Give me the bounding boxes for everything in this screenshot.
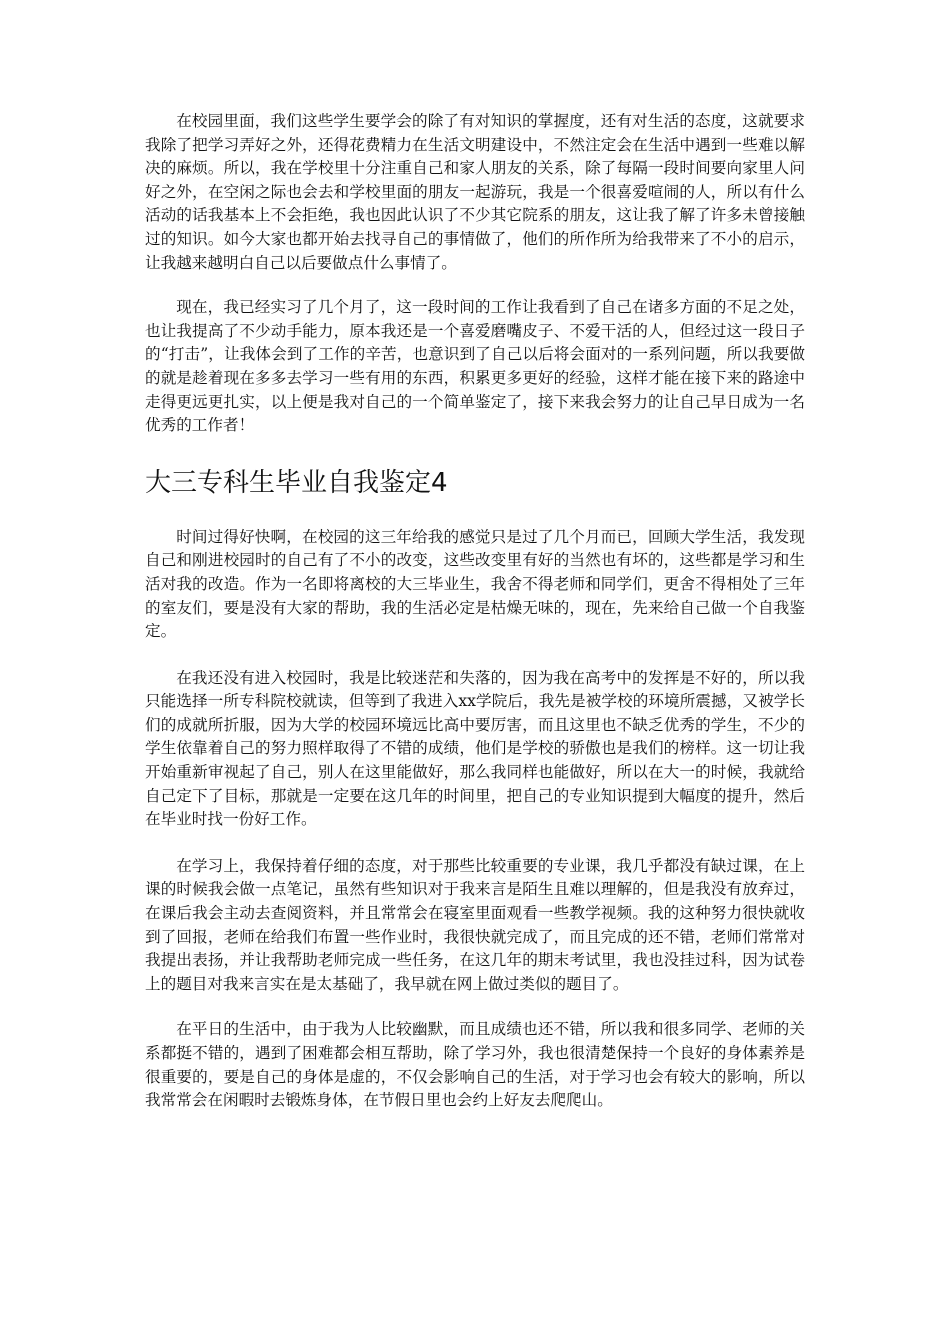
section-heading: 大三专科生毕业自我鉴定4 xyxy=(145,467,448,498)
paragraph-daily-life: 在平日的生活中，由于我为人比较幽默，而且成绩也还不错，所以我和很多同学、老师的关系都挺不错的，遇到了困难都会相互帮助，除了学习外，我也很清楚保持一个良好的身体素养是很重要的，要是自己的身体是虚的，不仅会影响自己的生活，对于学习也会有较大的影响，所以我常常会在闲暇时去锻炼身体，在节假日里也会约上好友去爬爬山。 xyxy=(145,1020,805,1110)
paragraph-campus-life: 在校园里面，我们这些学生要学会的除了有对知识的掌握度，还有对生活的态度，这就要求我除了把学习弄好之外，还得花费精力在生活文明建设中，不然注定会在生活中遇到一些难以解决的麻烦。所以，我在学校里十分注重自己和家人朋友的关系，除了每隔一段时间要向家里人问好之外，在空闲之际也会去和学校里面的朋友一起游玩，我是一个很喜爱喧闹的人，所以有什么活动的话我基本上不会拒绝，我也因此认识了不少其它院系的朋友，这让我了解了许多未曾接触过的知识。如今大家也都开始去找寻自己的事情做了，他们的所作所为给我带来了不小的启示，让我越来越明白自己以后要做点什么事情了。 xyxy=(145,112,805,272)
paragraph-internship: 现在，我已经实习了几个月了，这一段时间的工作让我看到了自己在诸多方面的不足之处，也让我提高了不少动手能力，原本我还是一个喜爱磨嘴皮子、不爱干活的人，但经过这一段日子的“打击”，让我体会到了工作的辛苦，也意识到了自己以后将会面对的一系列问题，所以我要做的就是趁着现在多多去学习一些有用的东西，积累更多更好的经验，这样才能在接下来的路途中走得更远更扎实，以上便是我对自己的一个简单鉴定了，接下来我会努力的让自己早日成为一名优秀的工作者！ xyxy=(145,298,805,435)
paragraph-before-college: 在我还没有进入校园时，我是比较迷茫和失落的，因为我在高考中的发挥是不好的，所以我只能选择一所专科院校就读，但等到了我进入xx学院后，我先是被学校的环境所震撼，又被学长们的成就所折服，因为大学的校园环境远比高中要厉害，而且这里也不缺乏优秀的学生，不少的学生依靠着自己的努力照样取得了不错的成绩，他们是学校的骄傲也是我们的榜样。这一切让我开始重新审视起了自己，别人在这里能做好，那么我同样也能做好，所以在大一的时候，我就给自己定下了目标，那就是一定要在这几年的时间里，把自己的专业知识提到大幅度的提升，然后在毕业时找一份好工作。 xyxy=(145,668,805,829)
document-page xyxy=(145,110,805,1113)
paragraph-study: 在学习上，我保持着仔细的态度，对于那些比较重要的专业课，我几乎都没有缺过课，在上课的时候我会做一点笔记，虽然有些知识对于我来言是陌生且难以理解的，但是我没有放弃过，在课后我会主动去查阅资料，并且常常会在寝室里面观看一些教学视频。我的这种努力很快就收到了回报，老师在给我们布置一些作业时，我很快就完成了，而且完成的还不错，老师们常常对我提出表扬，并让我帮助老师完成一些任务，在这几年的期末考试里，我也没挂过科，因为试卷上的题目对我来言实在是太基础了，我早就在网上做过类似的题目了。 xyxy=(145,856,805,993)
paragraph-time-flies: 时间过得好快啊，在校园的这三年给我的感觉只是过了几个月而已，回顾大学生活，我发现自己和刚进校园时的自己有了不小的改变，这些改变里有好的当然也有坏的，这些都是学习和生活对我的改造。作为一名即将离校的大三毕业生，我舍不得老师和同学们，更舍不得相处了三年的室友们，要是没有大家的帮助，我的生活必定是枯燥无味的，现在，先来给自己做一个自我鉴定。 xyxy=(145,527,805,641)
